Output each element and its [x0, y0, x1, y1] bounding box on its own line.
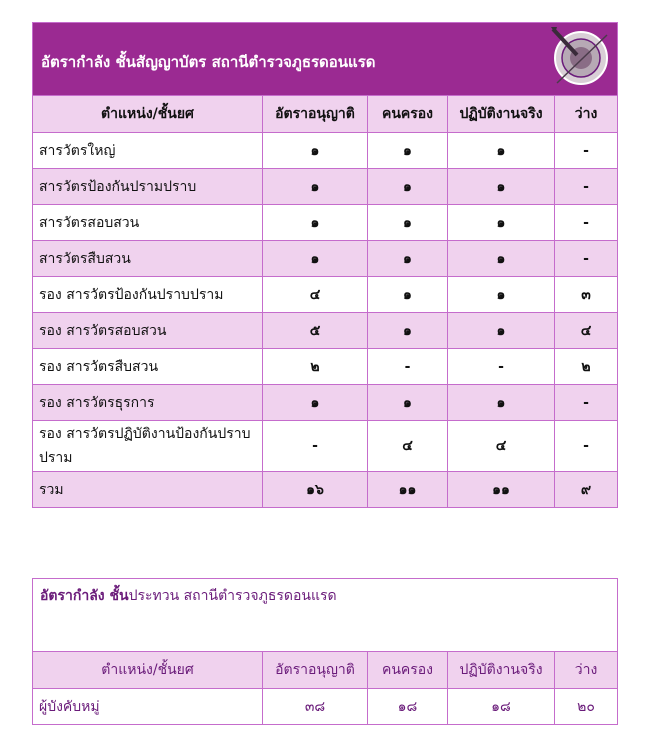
cell-total-actual: ๑๑ — [448, 472, 555, 508]
cell-actual: ๑ — [448, 169, 555, 205]
noncommissioned-staffing-table — [32, 578, 618, 725]
cell-held: ๑๘ — [368, 689, 448, 725]
table-row — [33, 421, 618, 472]
cell-total-vacant: ๙ — [555, 472, 618, 508]
table-title-bar — [33, 23, 618, 96]
table-title — [33, 579, 618, 652]
cell-total-held: ๑๑ — [368, 472, 448, 508]
header-allowed: อัตราอนุญาติ — [263, 96, 368, 133]
cell-actual: ๑ — [448, 313, 555, 349]
cell-held: ๑ — [368, 385, 448, 421]
cell-actual: ๑๘ — [448, 689, 555, 725]
cell-position: ผู้บังคับหมู่ — [33, 689, 263, 725]
cell-position: สารวัตรใหญ่ — [33, 133, 263, 169]
table-row — [33, 133, 618, 169]
cell-vacant: ๒ — [555, 349, 618, 385]
cell-position: รอง สารวัตรป้องกันปราบปราม — [33, 277, 263, 313]
header-vacant: ว่าง — [555, 96, 618, 133]
header-held: คนครอง — [368, 96, 448, 133]
total-row — [33, 472, 618, 508]
cell-vacant: ๒๐ — [555, 689, 618, 725]
cell-actual: ๑ — [448, 205, 555, 241]
cell-position: รอง สารวัตรธุรการ — [33, 385, 263, 421]
cell-actual: ๔ — [448, 421, 555, 472]
cell-vacant: - — [555, 169, 618, 205]
cell-total-label: รวม — [33, 472, 263, 508]
cell-actual: ๑ — [448, 385, 555, 421]
cell-vacant: - — [555, 133, 618, 169]
header-position: ตำแหน่ง/ชั้นยศ — [33, 652, 263, 689]
cell-held: ๑ — [368, 313, 448, 349]
cell-held: ๑ — [368, 241, 448, 277]
table-title: อัตรากำลัง ชั้นสัญญาบัตร สถานีตำรวจภูธรดอนแรด — [41, 53, 376, 71]
cell-actual: ๑ — [448, 133, 555, 169]
cell-allowed: ๑ — [263, 169, 368, 205]
table-row — [33, 349, 618, 385]
cell-vacant: ๔ — [555, 313, 618, 349]
cell-vacant: ๓ — [555, 277, 618, 313]
cell-position: สารวัตรสอบสวน — [33, 205, 263, 241]
table-row — [33, 385, 618, 421]
table-row — [33, 313, 618, 349]
cell-allowed: ๑ — [263, 205, 368, 241]
cell-allowed: ๔ — [263, 277, 368, 313]
cell-held: ๑ — [368, 205, 448, 241]
cell-allowed: ๑ — [263, 385, 368, 421]
header-position: ตำแหน่ง/ชั้นยศ — [33, 96, 263, 133]
header-allowed: อัตราอนุญาติ — [263, 652, 368, 689]
cell-vacant: - — [555, 421, 618, 472]
cell-position: รอง สารวัตรสอบสวน — [33, 313, 263, 349]
cell-position: สารวัตรป้องกันปรามปราบ — [33, 169, 263, 205]
table-row — [33, 241, 618, 277]
table-row — [33, 205, 618, 241]
cell-actual: ๑ — [448, 277, 555, 313]
table-title-bold: อัตรากำลัง ชั้น — [40, 588, 129, 604]
cell-held: ๑ — [368, 277, 448, 313]
cell-vacant: - — [555, 385, 618, 421]
cell-position: สารวัตรสืบสวน — [33, 241, 263, 277]
cell-total-allowed: ๑๖ — [263, 472, 368, 508]
cell-held: ๑ — [368, 133, 448, 169]
cell-actual: - — [448, 349, 555, 385]
police-emblem-icon — [547, 25, 615, 87]
cell-held: - — [368, 349, 448, 385]
commissioned-staffing-table — [32, 22, 618, 508]
cell-vacant: - — [555, 241, 618, 277]
cell-allowed: - — [263, 421, 368, 472]
cell-position: รอง สารวัตรสืบสวน — [33, 349, 263, 385]
cell-vacant: - — [555, 205, 618, 241]
table-row — [33, 689, 618, 725]
header-actual: ปฏิบัติงานจริง — [448, 652, 555, 689]
cell-allowed: ๕ — [263, 313, 368, 349]
cell-actual: ๑ — [448, 241, 555, 277]
cell-position: รอง สารวัตรปฏิบัติงานป้องกันปราบปราม — [33, 421, 263, 472]
header-vacant: ว่าง — [555, 652, 618, 689]
cell-allowed: ๓๘ — [263, 689, 368, 725]
table-row — [33, 169, 618, 205]
table-title-rest: ประทวน สถานีตำรวจภูธรดอนแรด — [128, 588, 337, 604]
cell-held: ๑ — [368, 169, 448, 205]
cell-allowed: ๒ — [263, 349, 368, 385]
header-held: คนครอง — [368, 652, 448, 689]
cell-allowed: ๑ — [263, 241, 368, 277]
table-row — [33, 277, 618, 313]
header-actual: ปฏิบัติงานจริง — [448, 96, 555, 133]
cell-allowed: ๑ — [263, 133, 368, 169]
cell-held: ๔ — [368, 421, 448, 472]
